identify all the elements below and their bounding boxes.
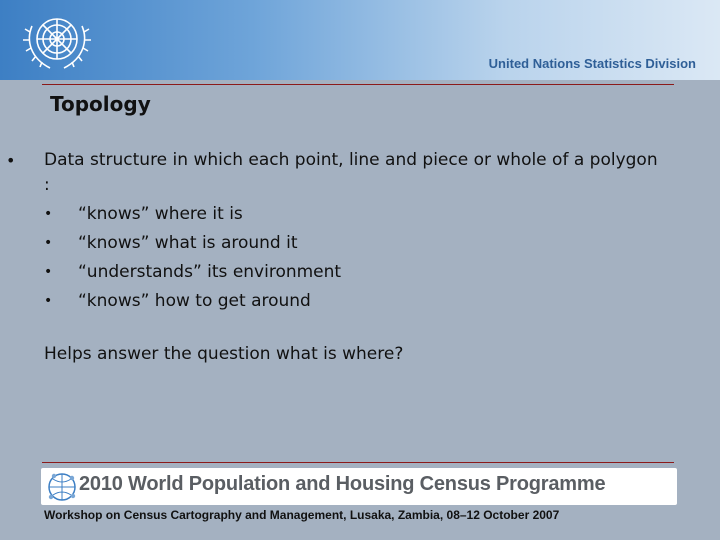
organization-name: United Nations Statistics Division	[488, 56, 696, 71]
sub-point	[44, 231, 644, 257]
sub-bullet-marker: •	[44, 206, 53, 222]
globe-people-icon	[45, 470, 79, 503]
sub-point-text: “knows” what is around it	[78, 233, 298, 253]
census-programme-banner	[41, 468, 677, 505]
banner-title: 2010 World Population and Housing Census Programme	[79, 473, 606, 495]
bottom-divider	[42, 462, 674, 463]
sub-point-text: “understands” its environment	[78, 262, 342, 282]
slide-title: Topology	[50, 92, 151, 116]
sub-point	[44, 289, 644, 315]
workshop-footer: Workshop on Census Cartography and Management, Lusaka, Zambia, 08–12 October 2007	[44, 508, 560, 522]
un-emblem-icon	[20, 8, 94, 74]
sub-point-text: “knows” where it is	[78, 204, 243, 224]
top-divider	[42, 84, 674, 85]
sub-point	[44, 202, 644, 228]
sub-bullet-marker: •	[44, 264, 53, 280]
bullet-marker: •	[6, 151, 16, 170]
header-band	[0, 0, 720, 80]
sub-point	[44, 260, 644, 286]
sub-bullet-marker: •	[44, 293, 53, 309]
sub-bullet-marker: •	[44, 235, 53, 251]
closing-text: Helps answer the question what is where?	[44, 344, 404, 364]
sub-point-text: “knows” how to get around	[78, 291, 311, 311]
main-point-text: Data structure in which each point, line and piece or whole of a polygon :	[44, 150, 658, 195]
